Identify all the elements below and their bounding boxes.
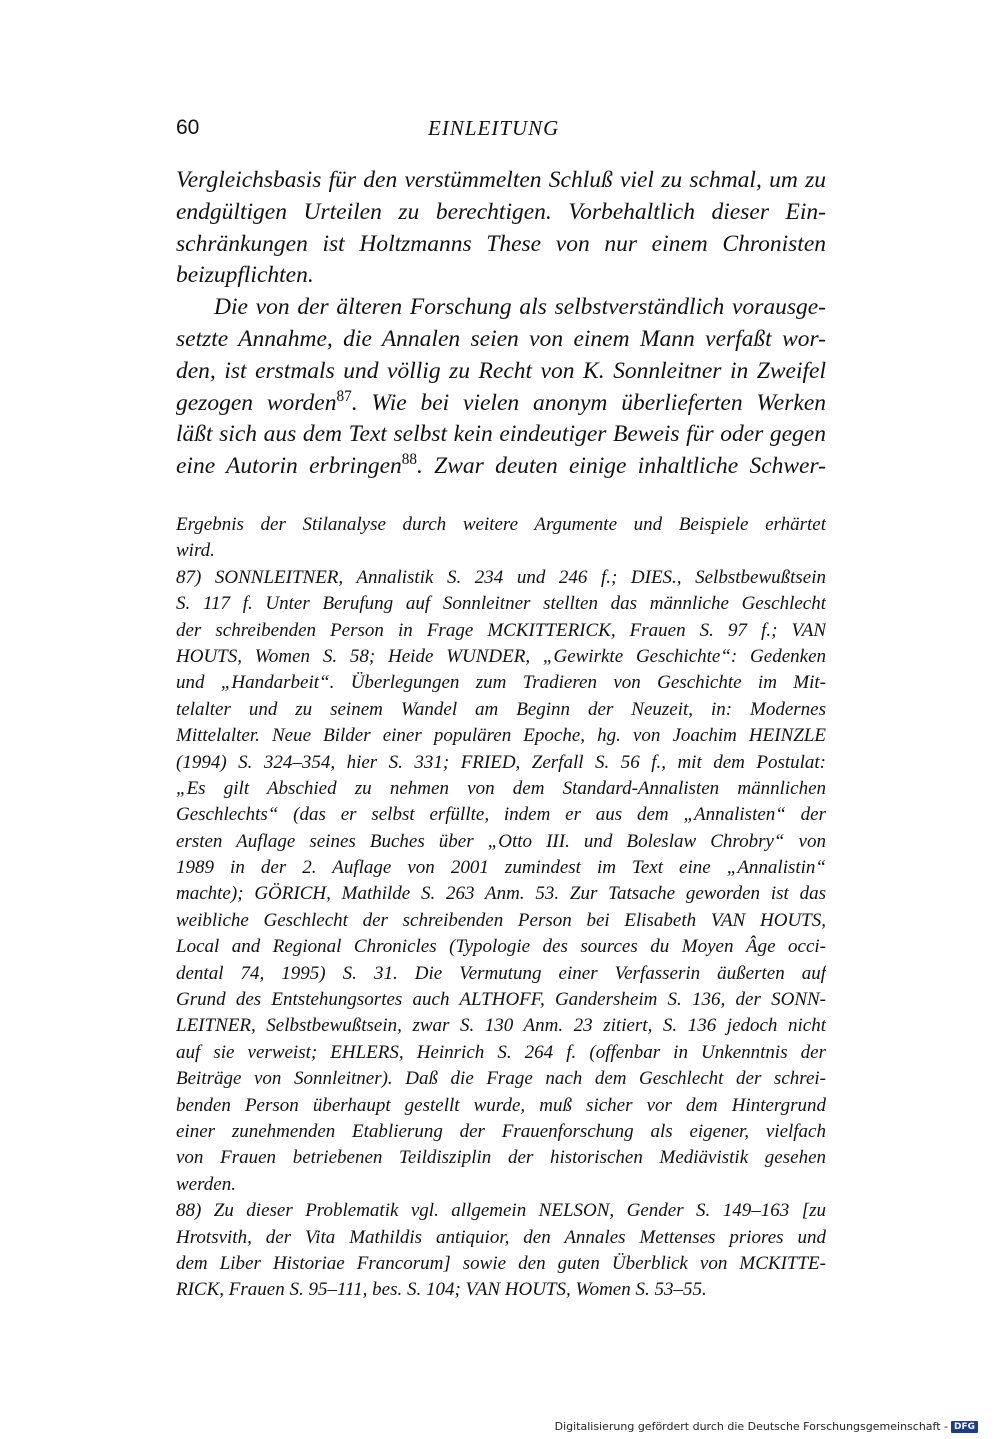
page-number: 60 — [176, 116, 200, 139]
footnote-line: 1989 in der 2. Auflage von 2001 zumindest im Text eine „Annalistin“ — [176, 857, 826, 879]
footer-text: Digitalisierung gefördert durch die Deutsche Forschungsgemeinschaft - — [554, 1420, 948, 1433]
footnote-line: Beiträge von Sonnleitner). Daß die Frage nach dem Geschlecht der schrei- — [176, 1068, 826, 1090]
footnote-line: Geschlechts“ (das er selbst erfüllte, indem er aus dem „Annalisten“ der — [176, 804, 826, 826]
footnote-line: RICK, Frauen S. 95–111, bes. S. 104; VAN HOUTS, Women S. 53–55. — [176, 1279, 707, 1301]
footnote-line: werden. — [176, 1173, 236, 1195]
footnote-line: ersten Auflage seines Buches über „Otto III. und Boleslaw Chrobry“ von — [176, 830, 826, 852]
footnote-line: telalter und zu seinem Wandel am Beginn der Neuzeit, in: Modernes — [176, 698, 826, 720]
page-header — [176, 116, 826, 146]
text-line: endgültigen Urteilen zu berechtigen. Vorbehaltlich dieser Ein- — [176, 198, 826, 225]
text-line: gezogen worden$^{87}$. Wie bei vielen anonym überlieferten Werken — [176, 387, 826, 416]
dfg-logo-icon: DFG — [951, 1421, 978, 1433]
footnote-ref-87: 87 — [336, 387, 352, 405]
footnote-line: LEITNER, Selbstbewußtsein, zwar S. 130 Anm. 23 zitiert, S. 136 jedoch nicht — [176, 1015, 826, 1037]
text-line: beizupflichten. — [176, 262, 314, 289]
footnote-line: (1994) S. 324–354, hier S. 331; FRIED, Zerfall S. 56 f., mit dem Postulat: — [176, 751, 826, 773]
footnote-line: Local and Regional Chronicles (Typologie des sources du Moyen Âge occi- — [176, 936, 826, 958]
text-line: schränkungen ist Holtzmanns These von nur einem Chronisten — [176, 230, 826, 257]
footnote-line: dental 74, 1995) S. 31. Die Vermutung einer Verfasserin äußerten auf — [176, 962, 826, 984]
footnote-line: weibliche Geschlecht der schreibenden Person bei Elisabeth VAN HOUTS, — [176, 909, 826, 931]
text-line: läßt sich aus dem Text selbst kein eindeutiger Beweis für oder gegen — [176, 421, 826, 448]
footnote-line: der schreibenden Person in Frage MCKITTERICK, Frauen S. 97 f.; VAN — [176, 619, 826, 641]
running-title: EINLEITUNG — [428, 116, 560, 140]
footnote-line: auf sie verweist; EHLERS, Heinrich S. 264 f. (offenbar in Unkenntnis der — [176, 1041, 826, 1063]
text-line: setzte Annahme, die Annalen seien von einem Mann verfaßt wor- — [176, 325, 826, 352]
digitization-footer — [555, 1420, 978, 1433]
footnote-line: HOUTS, Women S. 58; Heide WUNDER, „Gewirkte Geschichte“: Gedenken — [176, 645, 826, 667]
footnote-line: „Es gilt Abschied zu nehmen von dem Standard-Annalisten männlichen — [176, 777, 826, 799]
footnote-line: Ergebnis der Stilanalyse durch weitere Argumente und Beispiele erhärtet — [176, 514, 826, 535]
text-line: eine Autorin erbringen$^{88}$. Zwar deuten einige inhaltliche Schwer- — [176, 451, 826, 480]
main-text — [176, 165, 826, 483]
footnote-line: Hrotsvith, der Vita Mathildis antiquior, den Annales Mettenses priores und — [176, 1226, 826, 1248]
footnote-line: 88) Zu dieser Problematik vgl. allgemein NELSON, Gender S. 149–163 [zu — [176, 1200, 826, 1222]
footnote-line: machte); GÖRICH, Mathilde S. 263 Anm. 53. Zur Tatsache geworden ist das — [176, 883, 826, 905]
footnote-line: dem Liber Historiae Francorum] sowie den guten Überblick von MCKITTE- — [176, 1252, 826, 1274]
footnote-line: 87) SONNLEITNER, Annalistik S. 234 und 246 f.; DIES., Selbstbewußtsein — [176, 566, 826, 588]
footnote-line: wird. — [176, 540, 215, 562]
footnote-line: Mittelalter. Neue Bilder einer populären Epoche, hg. von Joachim HEINZLE — [176, 725, 826, 747]
text-line: den, ist erstmals und völlig zu Recht von K. Sonnleitner in Zweifel — [176, 357, 826, 384]
footnote-line: einer zunehmenden Etablierung der Frauenforschung als eigener, vielfach — [176, 1120, 826, 1142]
footnote-line: S. 117 f. Unter Berufung auf Sonnleitner stellten das männliche Geschlecht — [176, 593, 826, 615]
footnote-line: benden Person überhaupt gestellt wurde, muß sicher vor dem Hintergrund — [176, 1094, 826, 1116]
footnote-line: und „Handarbeit“. Überlegungen zum Tradieren von Geschichte im Mit- — [176, 672, 826, 694]
footnotes — [176, 512, 826, 1304]
footnote-line: Grund des Entstehungsortes auch ALTHOFF, Gandersheim S. 136, der SONN- — [176, 989, 826, 1011]
footnote-ref-88: 88 — [401, 451, 418, 469]
footnote-line: von Frauen betriebenen Teildisziplin der historischen Mediävistik gesehen — [176, 1147, 826, 1169]
text-line: Die von der älteren Forschung als selbstverständlich vorausge- — [214, 294, 826, 321]
text-line: Vergleichsbasis für den verstümmelten Schluß viel zu schmal, um zu — [176, 167, 826, 193]
